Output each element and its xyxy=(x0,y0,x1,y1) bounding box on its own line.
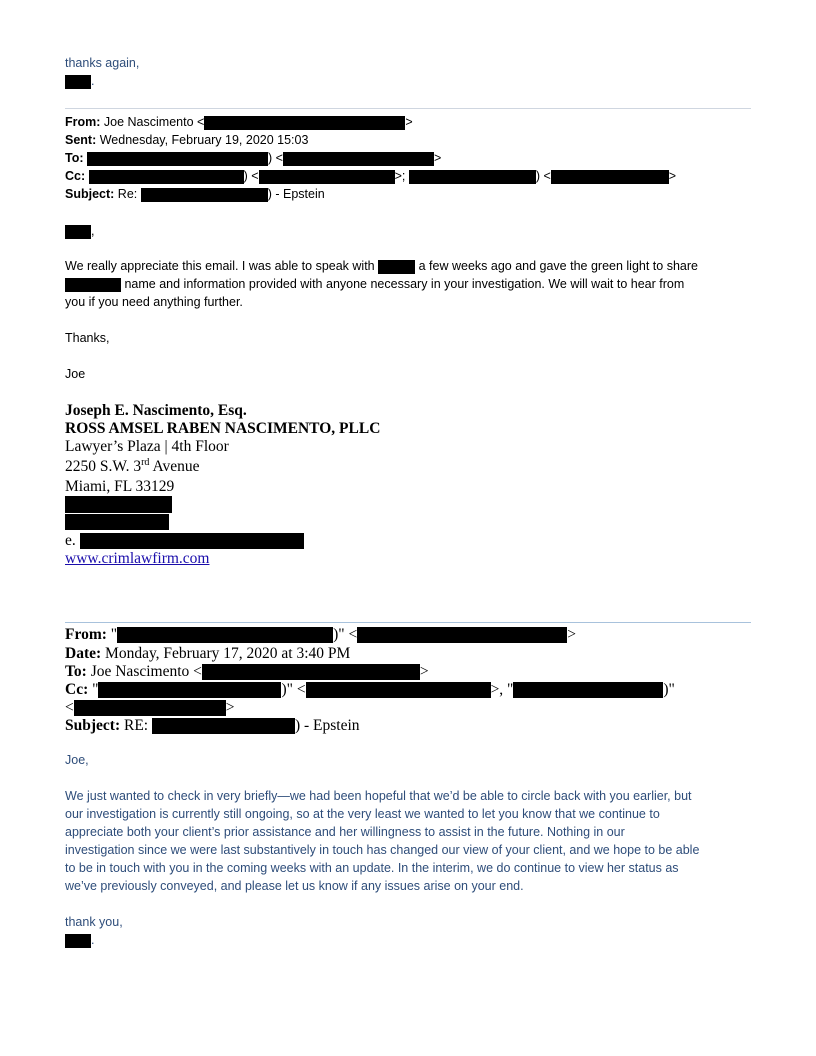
redaction-block xyxy=(204,116,405,130)
divider xyxy=(65,622,751,623)
redaction-block xyxy=(202,664,420,680)
redaction-block xyxy=(65,514,169,530)
redacted-signoff: . xyxy=(65,931,94,949)
signature-website-link[interactable]: www.crimlawfirm.com xyxy=(65,550,210,567)
redaction-block xyxy=(65,75,91,89)
redaction-block xyxy=(409,170,536,184)
redaction-block xyxy=(65,496,172,513)
email2-closing: thank you, xyxy=(65,915,123,929)
email1-name: Joe xyxy=(65,367,86,381)
redaction-block xyxy=(89,170,244,184)
signature-address-line: Lawyer’s Plaza | 4th Floor xyxy=(65,438,229,455)
email1-greeting: , xyxy=(65,222,94,240)
signature-firm: ROSS AMSEL RABEN NASCIMENTO, PLLC xyxy=(65,420,381,437)
redaction-block xyxy=(65,225,91,239)
redaction-block xyxy=(357,627,567,643)
email1-subject: Subject: Re: ) - Epstein xyxy=(65,187,325,201)
divider xyxy=(65,108,751,109)
redaction-block xyxy=(152,718,295,734)
email2-body-line: investigation since we were last substantively in touch has changed our view of your client, and we hope to be able xyxy=(65,843,700,857)
redaction-block xyxy=(378,260,415,274)
email1-cc: Cc: ) < >; ) < > xyxy=(65,169,677,183)
email2-subject: Subject: RE: ) - Epstein xyxy=(65,717,360,734)
email1-body-line: We really appreciate this email. I was able to speak with a few weeks ago and gave the green light to share xyxy=(65,259,698,273)
redaction-block xyxy=(283,152,434,166)
redaction-block xyxy=(65,278,121,292)
closing-text: thanks again, xyxy=(65,56,140,70)
redaction-block xyxy=(74,700,226,716)
redaction-block xyxy=(513,682,663,698)
signature-address-line: Miami, FL 33129 xyxy=(65,478,175,495)
email2-from: From: " )" < > xyxy=(65,626,576,643)
email2-body-line: to be in touch with you in the coming weeks with an update. In the interim, we do continue to view her status as xyxy=(65,861,679,875)
email2-cc-continued: < > xyxy=(65,699,235,716)
redaction-block xyxy=(259,170,395,184)
redaction-block xyxy=(141,188,268,202)
email1-body-line: you if you need anything further. xyxy=(65,295,243,309)
email2-greeting: Joe, xyxy=(65,753,89,767)
redaction-block xyxy=(80,533,304,549)
redaction-block xyxy=(551,170,669,184)
email2-body-line: our investigation is currently still ongoing, so at the very least we wanted to let you know that we continue to xyxy=(65,807,660,821)
email1-from: From: Joe Nascimento < > xyxy=(65,115,413,129)
email2-body-line: appreciate both your client’s prior assistance and her willingness to assist in the future. Nothing in our xyxy=(65,825,625,839)
redaction-block xyxy=(117,627,333,643)
signature-email: e. xyxy=(65,532,304,550)
redaction-block xyxy=(306,682,491,698)
email2-to: To: Joe Nascimento < > xyxy=(65,663,429,680)
redaction-block xyxy=(98,682,281,698)
email1-to: To: ) < > xyxy=(65,151,442,165)
email1-body-line: name and information provided with anyone necessary in your investigation. We will wait to hear from xyxy=(65,275,684,293)
redaction-block xyxy=(87,152,268,166)
email2-cc: Cc: " )" < >, " )" xyxy=(65,681,675,698)
email2-body-line: we’ve previously conveyed, and please let us know if any issues arise on your end. xyxy=(65,879,524,893)
email2-body-line: We just wanted to check in very briefly—we had been hopeful that we’d be able to circle back with you earlier, but xyxy=(65,789,692,803)
email1-thanks: Thanks, xyxy=(65,331,110,345)
signature-address-line: 2250 S.W. 3rd Avenue xyxy=(65,457,200,476)
redacted-signoff: . xyxy=(65,72,94,90)
email2-date: Date: Monday, February 17, 2020 at 3:40 PM xyxy=(65,645,351,662)
signature-name: Joseph E. Nascimento, Esq. xyxy=(65,402,247,419)
redaction-block xyxy=(65,934,91,948)
email1-sent: Sent: Wednesday, February 19, 2020 15:03 xyxy=(65,133,309,147)
